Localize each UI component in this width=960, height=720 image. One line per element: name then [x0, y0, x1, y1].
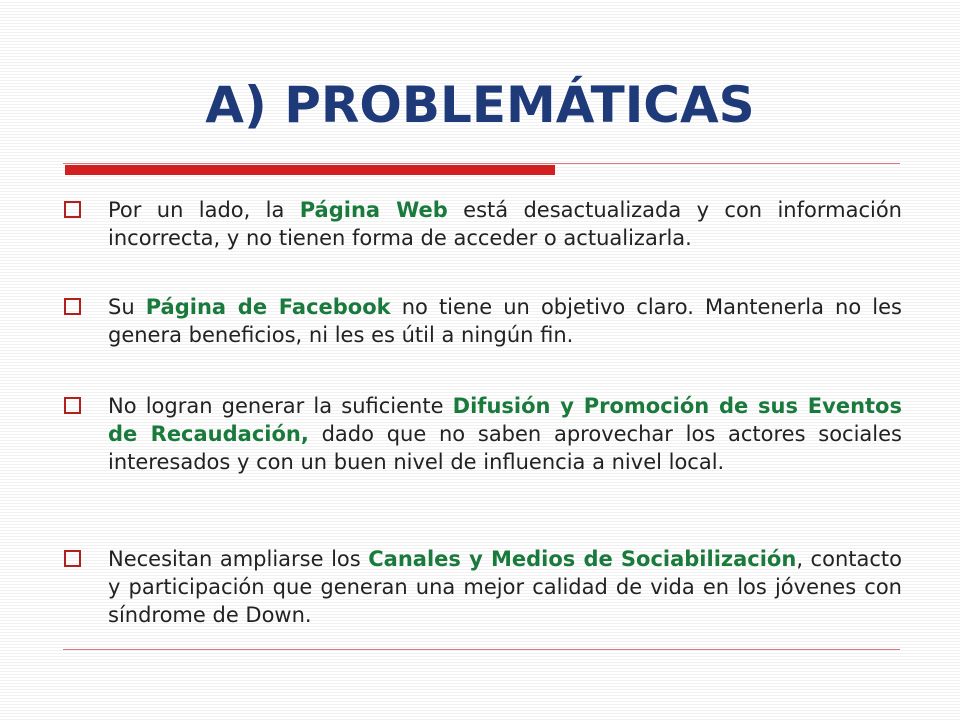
bullet-text-after: , contacto y participación que generan una mejor calidad de vida en los jóvenes con síndrome de Down. — [108, 547, 902, 627]
bullet-text — [108, 196, 902, 252]
hollow-square-bullet-icon — [64, 201, 81, 218]
bullet-text-before: No logran generar la suficiente — [108, 394, 453, 418]
bullet-text-after: está desactualizada y con información incorrecta, y no tienen forma de acceder o actualizarla. — [108, 198, 902, 250]
bullet-text-after: dado que no saben aprovechar los actores sociales interesados y con un buen nivel de influencia a nivel local. — [108, 422, 902, 474]
bullet-highlight: Página Web — [299, 198, 448, 222]
slide-title: A) PROBLEMÁTICAS — [205, 76, 755, 134]
top-divider-line — [63, 163, 900, 164]
bullet-text-before: Su — [108, 295, 146, 319]
bullet-highlight: Difusión y Promoción de sus Eventos de Recaudación, — [108, 394, 902, 446]
bullet-highlight: Página de Facebook — [145, 295, 391, 319]
hollow-square-bullet-icon — [64, 397, 81, 414]
bullet-text-before: Necesitan ampliarse los — [108, 547, 369, 571]
bullet-text-after: no tiene un objetivo claro. Mantenerla no les genera beneficios, ni les es útil a ningún fin. — [108, 295, 902, 347]
bullet-text-before: Por un lado, la — [108, 198, 300, 222]
bullet-highlight: Canales y Medios de Sociabilización — [368, 547, 797, 571]
bullet-text — [108, 293, 902, 349]
hollow-square-bullet-icon — [64, 550, 81, 567]
bottom-divider-line — [63, 649, 900, 650]
accent-bar — [65, 165, 555, 175]
bullet-text — [108, 545, 902, 629]
bullet-text — [108, 392, 902, 476]
hollow-square-bullet-icon — [64, 298, 81, 315]
